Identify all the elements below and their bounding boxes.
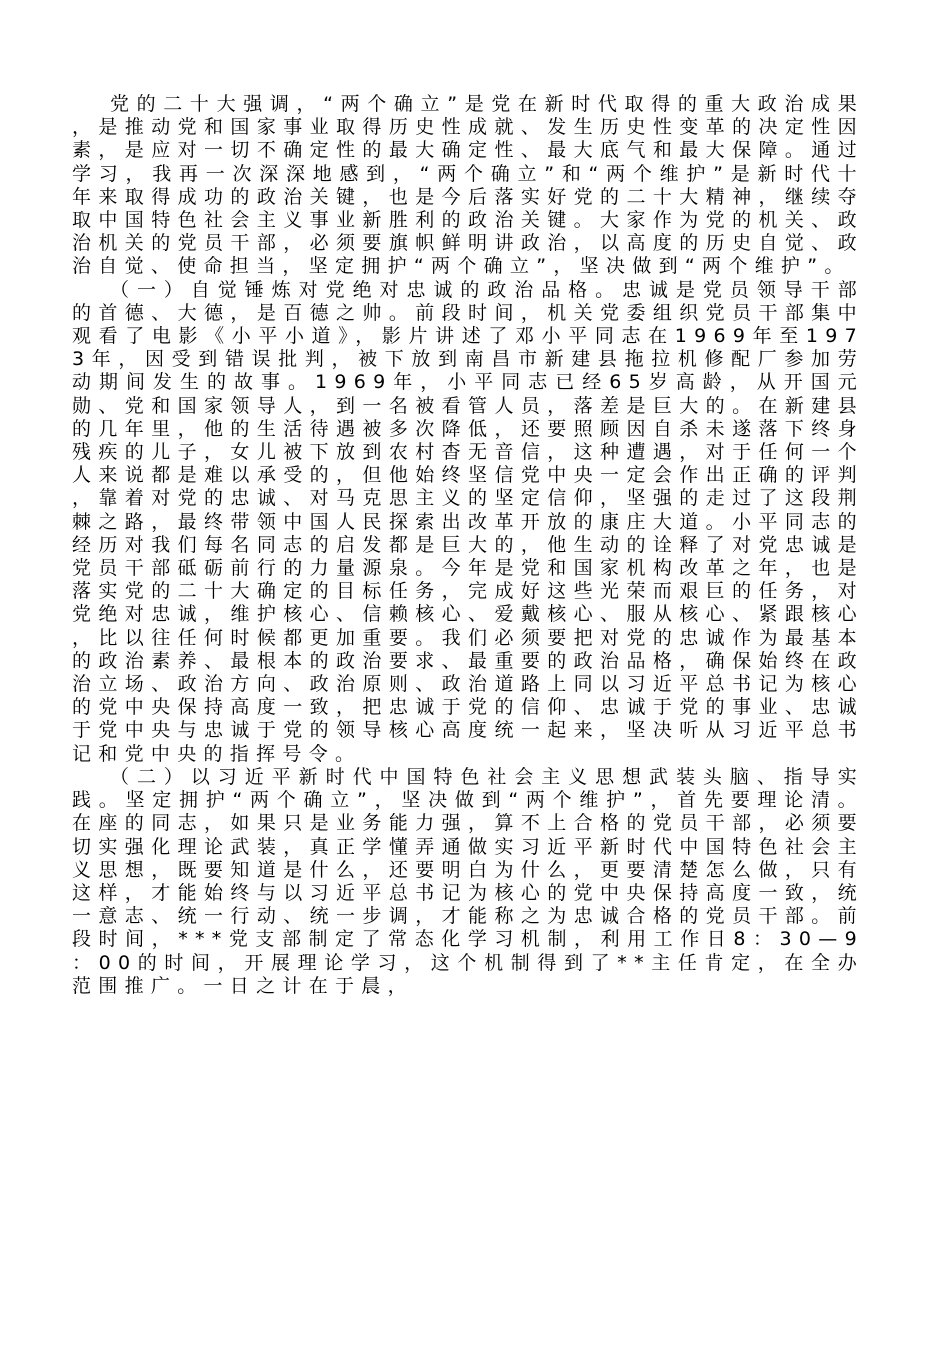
paragraph-section-one: （一）自觉锤炼对党绝对忠诚的政治品格。忠诚是党员领导干部的首德、大德，是百德之帅。前段时间，机关党委组织党员干部集中观看了电影《小平小道》，影片讲述了邓小平同志在1969年至1973年，因受到错误批判，被下放到南昌市新建县拖拉机修配厂参加劳动期间发生的故事。1969年，小平同志已经65岁高龄，从开国元勋、党和国家领导人，到一名被看管人员，落差是巨大的。在新建县的几年里，他的生活待遇被多次降低，还要照顾因自杀未遂落下终身残疾的儿子，女儿被下放到农村杳无音信，这种遭遇，对于任何一个人来说都是难以承受的，但他始终坚信党中央一定会作出正确的评判，靠着对党的忠诚、对马克思主义的坚定信仰，坚强的走过了这段荆棘之路，最终带领中国人民探索出改革开放的康庄大道。小平同志的经历对我们每名同志的启发都是巨大的，他生动的诠释了对党忠诚是党员干部砥砺前行的力量源泉。今年是党和国家机构改革之年，也是落实党的二十大确定的目标任务，完成好这些光荣而艰巨的任务，对党绝对忠诚，维护核心、信赖核心、爱戴核心、服从核心、紧跟核心，比以往任何时候都更加重要。我们必须要把对党的忠诚作为最基本的政治素养、最根本的政治要求、最重要的政治品格，确保始终在政治立场、政治方向、政治原则、政治道路上同以习近平总书记为核心的党中央保持高度一致，把忠诚于党的信仰、忠诚于党的事业、忠诚于党中央与忠诚于党的领导核心高度统一起来，坚决听从习近平总书记和党中央的指挥号令。 [72, 278, 864, 765]
paragraph-section-two: （二）以习近平新时代中国特色社会主义思想武装头脑、指导实践。坚定拥护“两个确立”，坚决做到“两个维护”，首先要理论清。在座的同志，如果只是业务能力强，算不上合格的党员干部，必须要切实强化理论武装，真正学懂弄通做实习近平新时代中国特色社会主义思想，既要知道是什么，还要明白为什么，更要清楚怎么做，只有这样，才能始终与以习近平总书记为核心的党中央保持高度一致，统一意志、统一行动、统一步调，才能称之为忠诚合格的党员干部。前段时间，***党支部制定了常态化学习机制，利用工作日8：30—9：00的时间，开展理论学习，这个机制得到了**主任肯定，在全办范围推广。一日之计在于晨， [72, 765, 864, 997]
paragraph-intro: 党的二十大强调，“两个确立”是党在新时代取得的重大政治成果，是推动党和国家事业取得历史性成就、发生历史性变革的决定性因素，是应对一切不确定性的最大确定性、最大底气和最大保障。通过学习，我再一次深深地感到，“两个确立”和“两个维护”是新时代十年来取得成功的政治关键，也是今后落实好党的二十大精神，继续夺取中国特色社会主义事业新胜利的政治关键。大家作为党的机关、政治机关的党员干部，必须要旗帜鲜明讲政治，以高度的历史自觉、政治自觉、使命担当，坚定拥护“两个确立”，坚决做到“两个维护”。 [72, 93, 864, 278]
document-page [72, 93, 864, 998]
